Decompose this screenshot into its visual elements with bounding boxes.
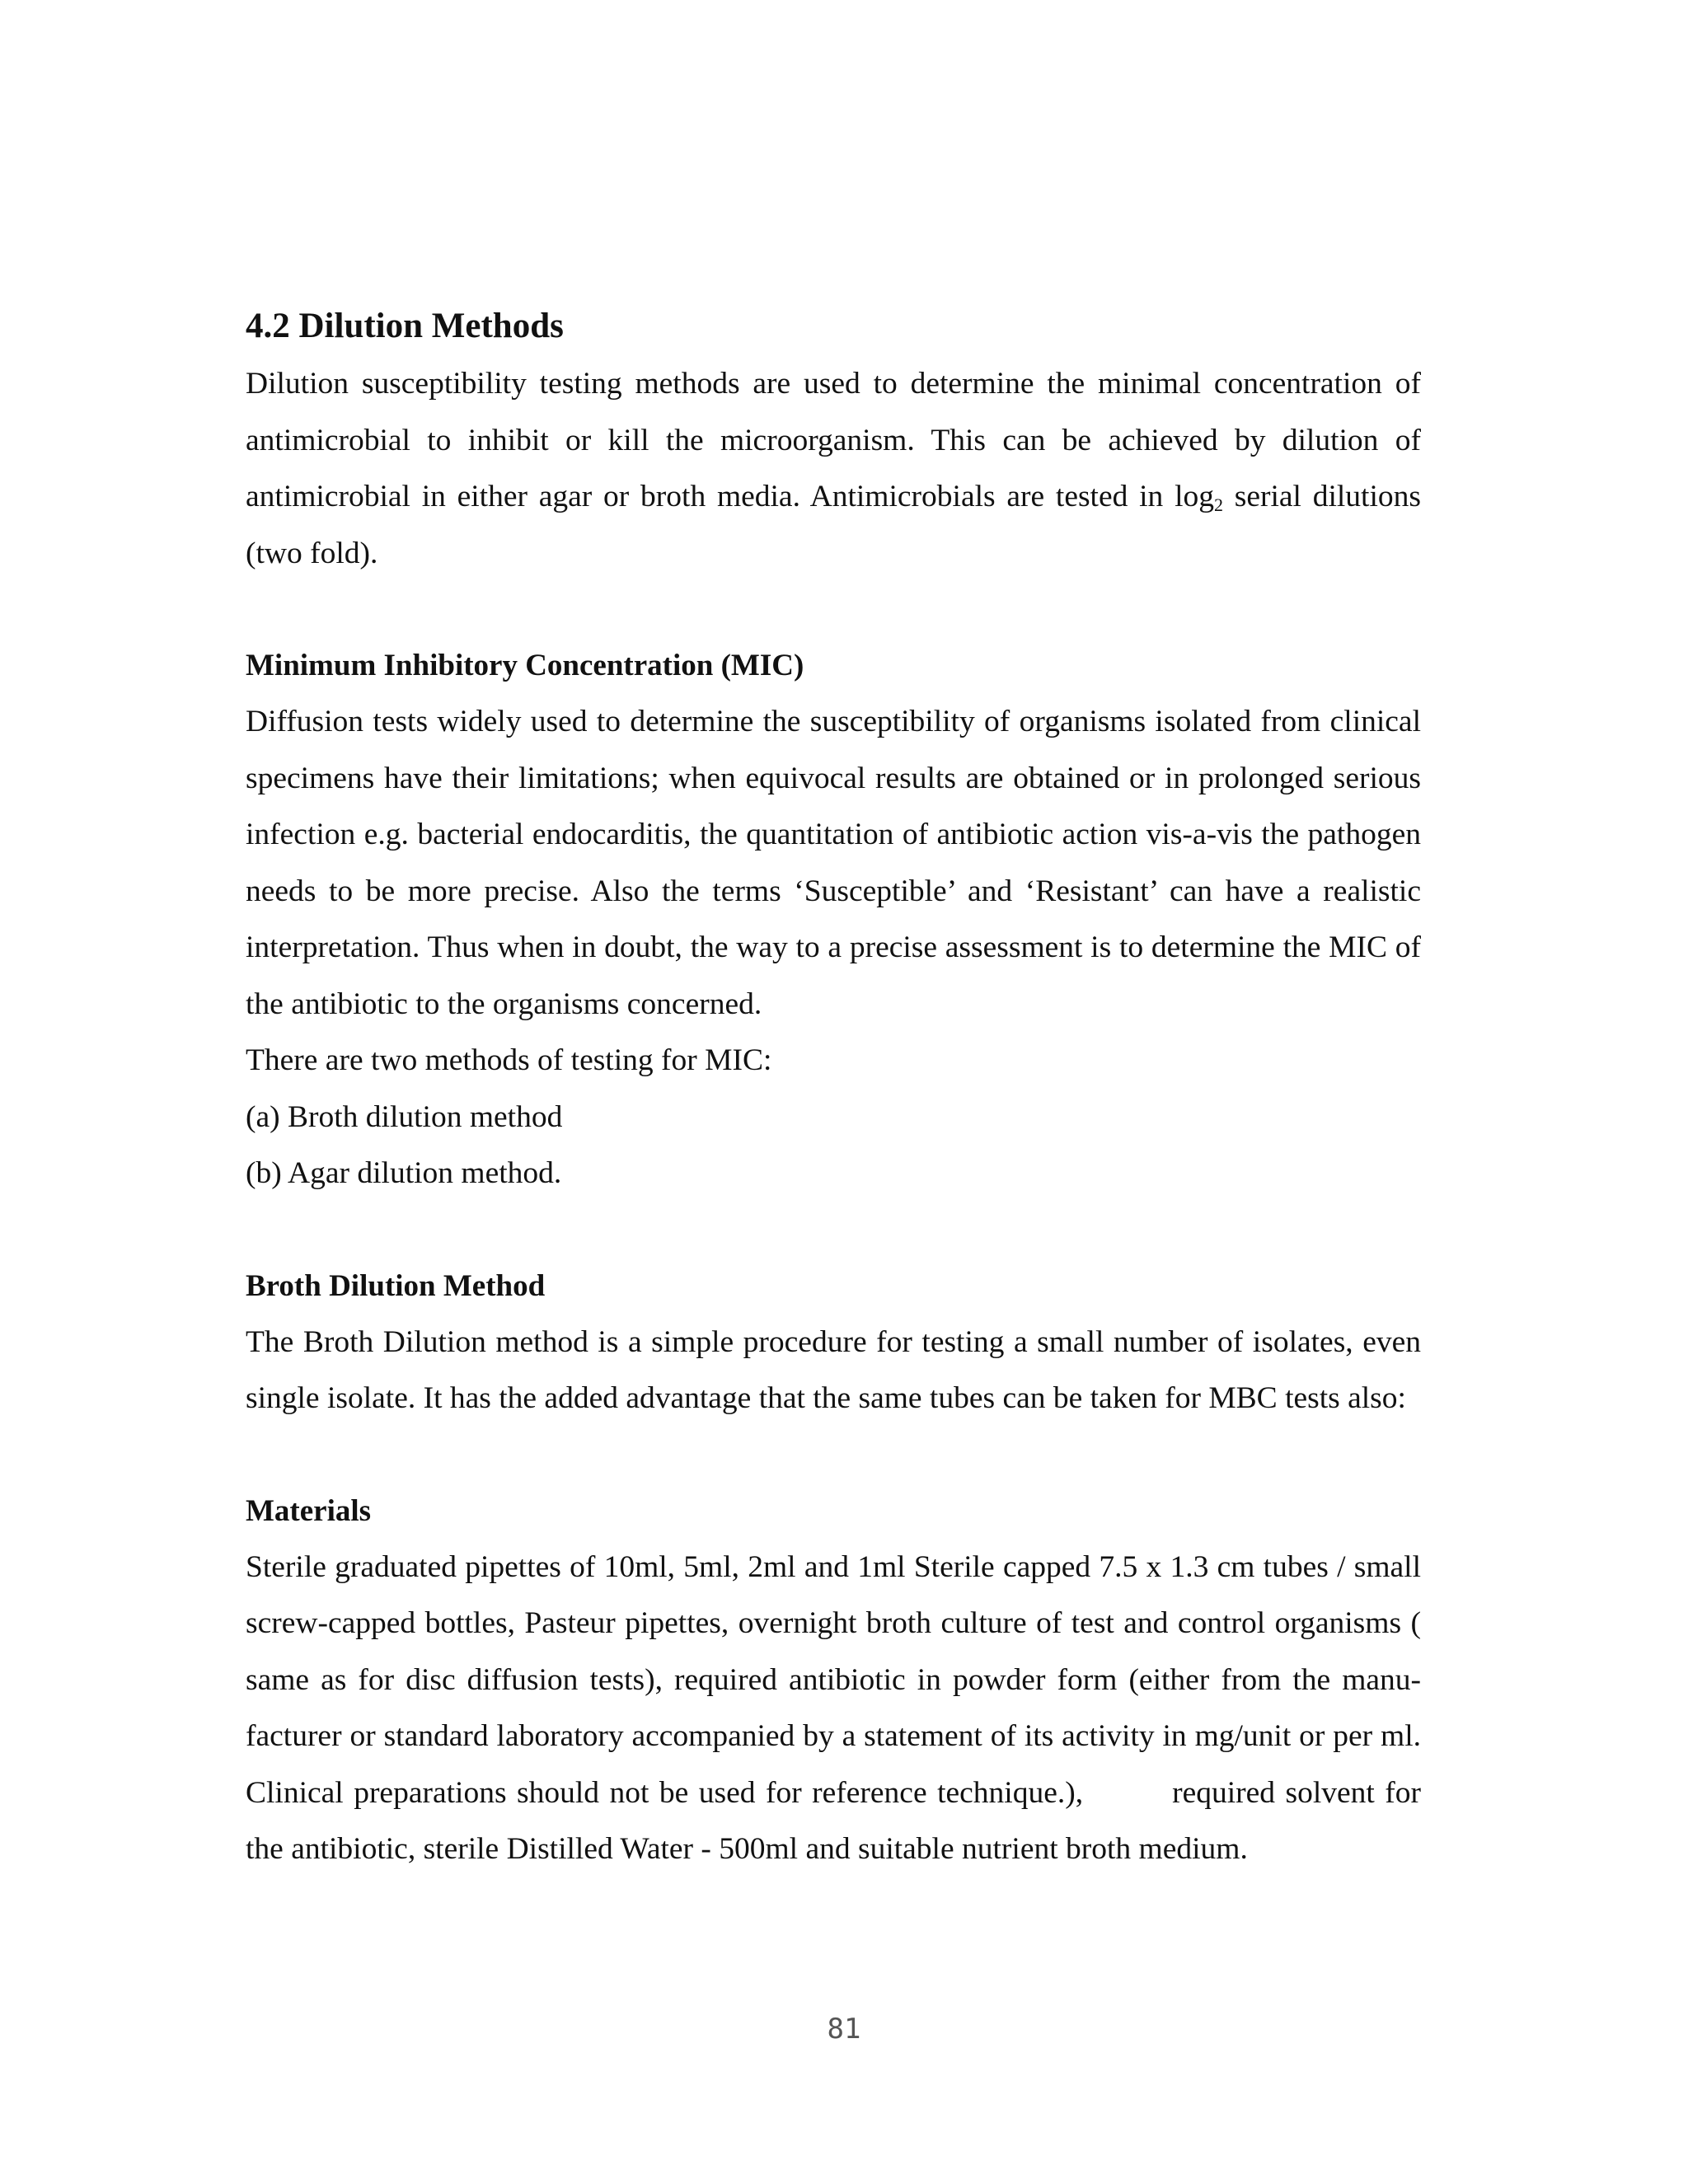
intro-text: Dilution susceptibility testing methods are used to determine the minimal concentration of antimicrobial to inhibit or kill the microorganism. This can be achieved by dilution of antimicrobial in either agar or broth media. Antimicrobials are tested in log <box>246 367 1421 513</box>
broth-paragraph: The Broth Dilution method is a simple procedure for testing a small number of isolates, even single isolate. It has the added advantage that the same tubes can be taken for MBC tests also: <box>246 1324 1421 1415</box>
spacer <box>246 1427 1421 1483</box>
intro-paragraph <box>246 356 1421 582</box>
mic-method-item: (b) Agar dilution method. <box>246 1156 562 1190</box>
mic-paragraph: Diffusion tests widely used to determine the susceptibility of organisms isolated from clinical specimens have their limitations; when equivocal results are obtained or in prolonged serious infection e.g. bacterial endocarditis, the quantitation of antibiotic action vis-a-vis the pathogen needs to be more precise. Also the terms ‘Susceptible’ and ‘Resistant’ can have a realistic interpretation. Thus when in doubt, the way to a precise assessment is to determine the MIC of the antibiotic to the organisms concerned. <box>246 705 1421 1021</box>
section-heading: 4.2 Dilution Methods <box>246 307 564 345</box>
spacer <box>246 582 1421 638</box>
log-subscript: 2 <box>1213 494 1223 515</box>
materials-heading: Materials <box>246 1493 372 1528</box>
broth-heading: Broth Dilution Method <box>246 1268 546 1303</box>
spacer <box>246 1202 1421 1258</box>
mic-methods-intro: There are two methods of testing for MIC: <box>246 1043 772 1077</box>
materials-text-end: required solvent for the antibiotic, sterile Distilled Water - 500ml and suitable nutrient broth medium. <box>246 1775 1422 1866</box>
materials-paragraph <box>246 1540 1421 1878</box>
materials-text: Sterile graduated pipettes of 10ml, 5ml, 2ml and 1ml Sterile capped 7.5 x 1.3 cm tubes / small screw-capped bottles, Pasteur pipettes, overnight broth culture of test and control organisms ( same as for disc diffusion tests), required antibiotic in powder form (either from the manu-facturer or standard laboratory accompanied by a statement of its activity in mg/unit or per ml. Clinical preparations should not be used for reference technique.), <box>246 1549 1421 1810</box>
page-number: 81 <box>827 2013 861 2046</box>
mic-method-item: (a) Broth dilution method <box>246 1099 563 1134</box>
page-content <box>246 302 1421 1878</box>
mic-heading: Minimum Inhibitory Concentration (MIC) <box>246 649 804 682</box>
intro-text-end: serial dilutions (two fold). <box>246 480 1421 570</box>
